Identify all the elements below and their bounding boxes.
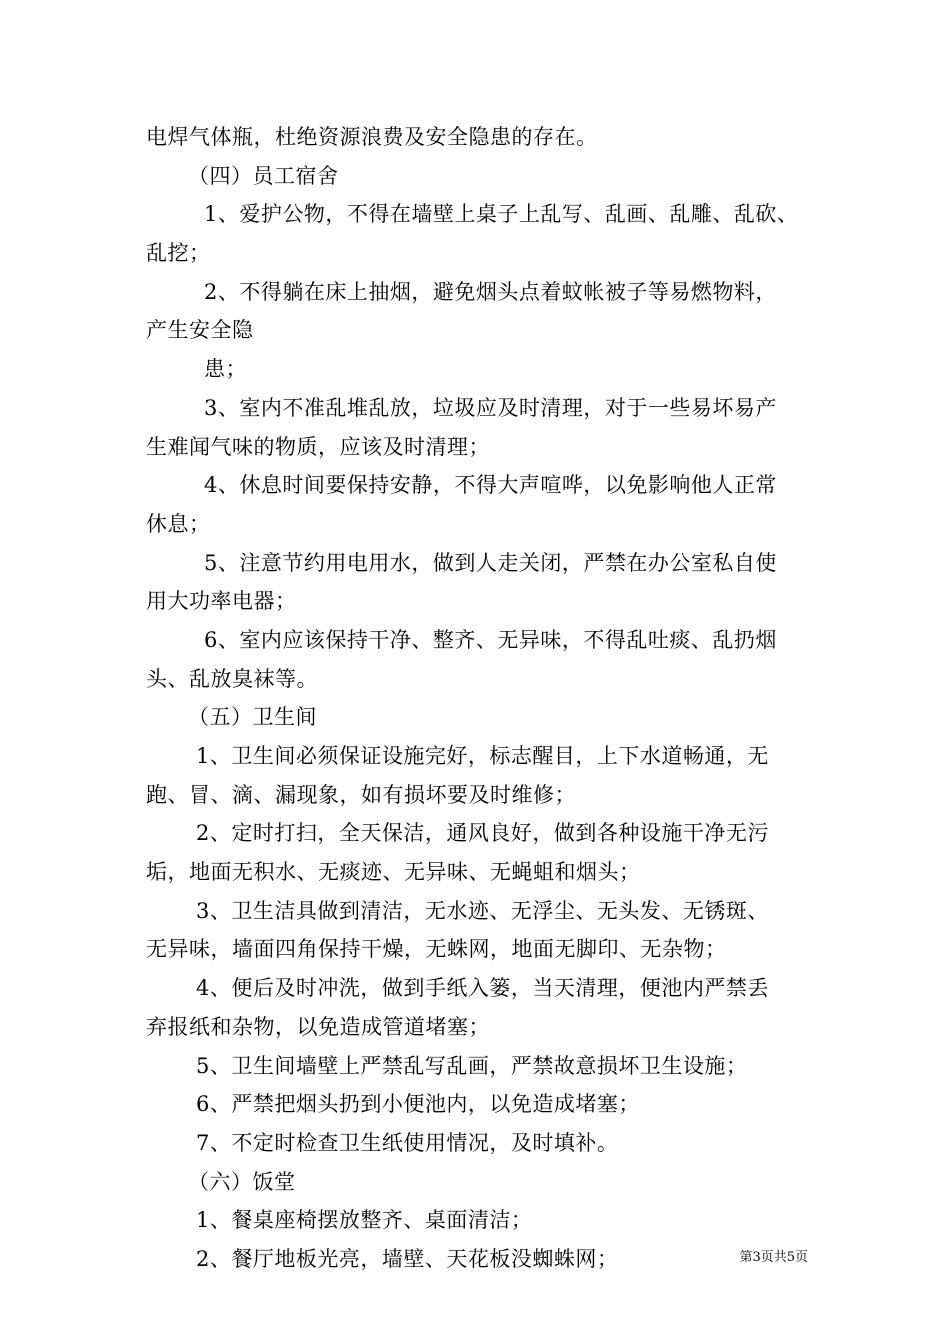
paragraph-line: 6、严禁把烟头扔到小便池内，以免造成堵塞； [196, 1092, 640, 1117]
paragraph-line: 2、餐厅地板光亮，墙壁、天花板没蜘蛛网； [196, 1246, 619, 1271]
paragraph-line: 7、不定时检查卫生纸使用情况，及时填补。 [196, 1130, 619, 1155]
document-body [146, 118, 836, 1279]
paragraph-line: 休息； [146, 511, 211, 536]
paragraph-line: 3、卫生洁具做到清洁，无水迹、无浮尘、无头发、无锈斑、 [196, 898, 769, 923]
section-heading-restroom: （五）卫生间 [188, 705, 317, 730]
paragraph-line: 4、休息时间要保持安静，不得大声喧哗，以免影响他人正常 [204, 473, 777, 498]
paragraph-line: 6、室内应该保持干净、整齐、无异味，不得乱吐痰、乱扔烟 [204, 627, 777, 652]
paragraph-line: 5、注意节约用电用水，做到人走关闭，严禁在办公室私自使 [204, 550, 777, 575]
paragraph-line: 电焊气体瓶，杜绝资源浪费及安全隐患的存在。 [146, 125, 598, 149]
paragraph-line: 乱挖； [146, 241, 211, 266]
paragraph-line: 3、室内不准乱堆乱放，垃圾应及时清理，对于一些易坏易产 [204, 395, 777, 420]
paragraph-line: 头、乱放臭袜等。 [146, 666, 318, 691]
paragraph-line: 4、便后及时冲洗，做到手纸入篓，当天清理，便池内严禁丢 [196, 976, 769, 1001]
paragraph-line: 垢，地面无积水、无痰迹、无异味、无蝇蛆和烟头； [146, 860, 641, 885]
paragraph-line: 用大功率电器； [146, 589, 297, 614]
paragraph-line: 5、卫生间墙壁上严禁乱写乱画，严禁故意损坏卫生设施； [196, 1053, 748, 1078]
paragraph-line: 2、定时打扫，全天保洁，通风良好，做到各种设施干净无污 [196, 821, 769, 846]
paragraph-line: 患； [204, 357, 247, 382]
paragraph-line: 弃报纸和杂物，以免造成管道堵塞； [146, 1014, 490, 1039]
paragraph-line: 2、不得躺在床上抽烟，避免烟头点着蚊帐被子等易燃物料， [204, 279, 777, 304]
paragraph-line: 跑、冒、滴、漏现象，如有损坏要及时维修； [146, 782, 576, 807]
paragraph-line: 1、餐桌座椅摆放整齐、桌面清洁； [196, 1208, 533, 1233]
section-heading-dormitory: （四）员工宿舍 [188, 163, 339, 188]
section-heading-canteen: （六）饭堂 [188, 1169, 296, 1194]
paragraph-line: 1、卫生间必须保证设施完好，标志醒目，上下水道畅通，无 [196, 744, 769, 768]
page-number-footer: 第3页共5页 [739, 1250, 808, 1265]
paragraph-line: 生难闻气味的物质，应该及时清理； [146, 434, 490, 459]
paragraph-line: 无异味，墙面四角保持干燥，无蛛网，地面无脚印、无杂物； [146, 937, 727, 962]
paragraph-line: 产生安全隐 [146, 318, 254, 343]
paragraph-line: 1、爱护公物，不得在墙壁上桌子上乱写、乱画、乱雕、乱砍、 [204, 202, 799, 227]
